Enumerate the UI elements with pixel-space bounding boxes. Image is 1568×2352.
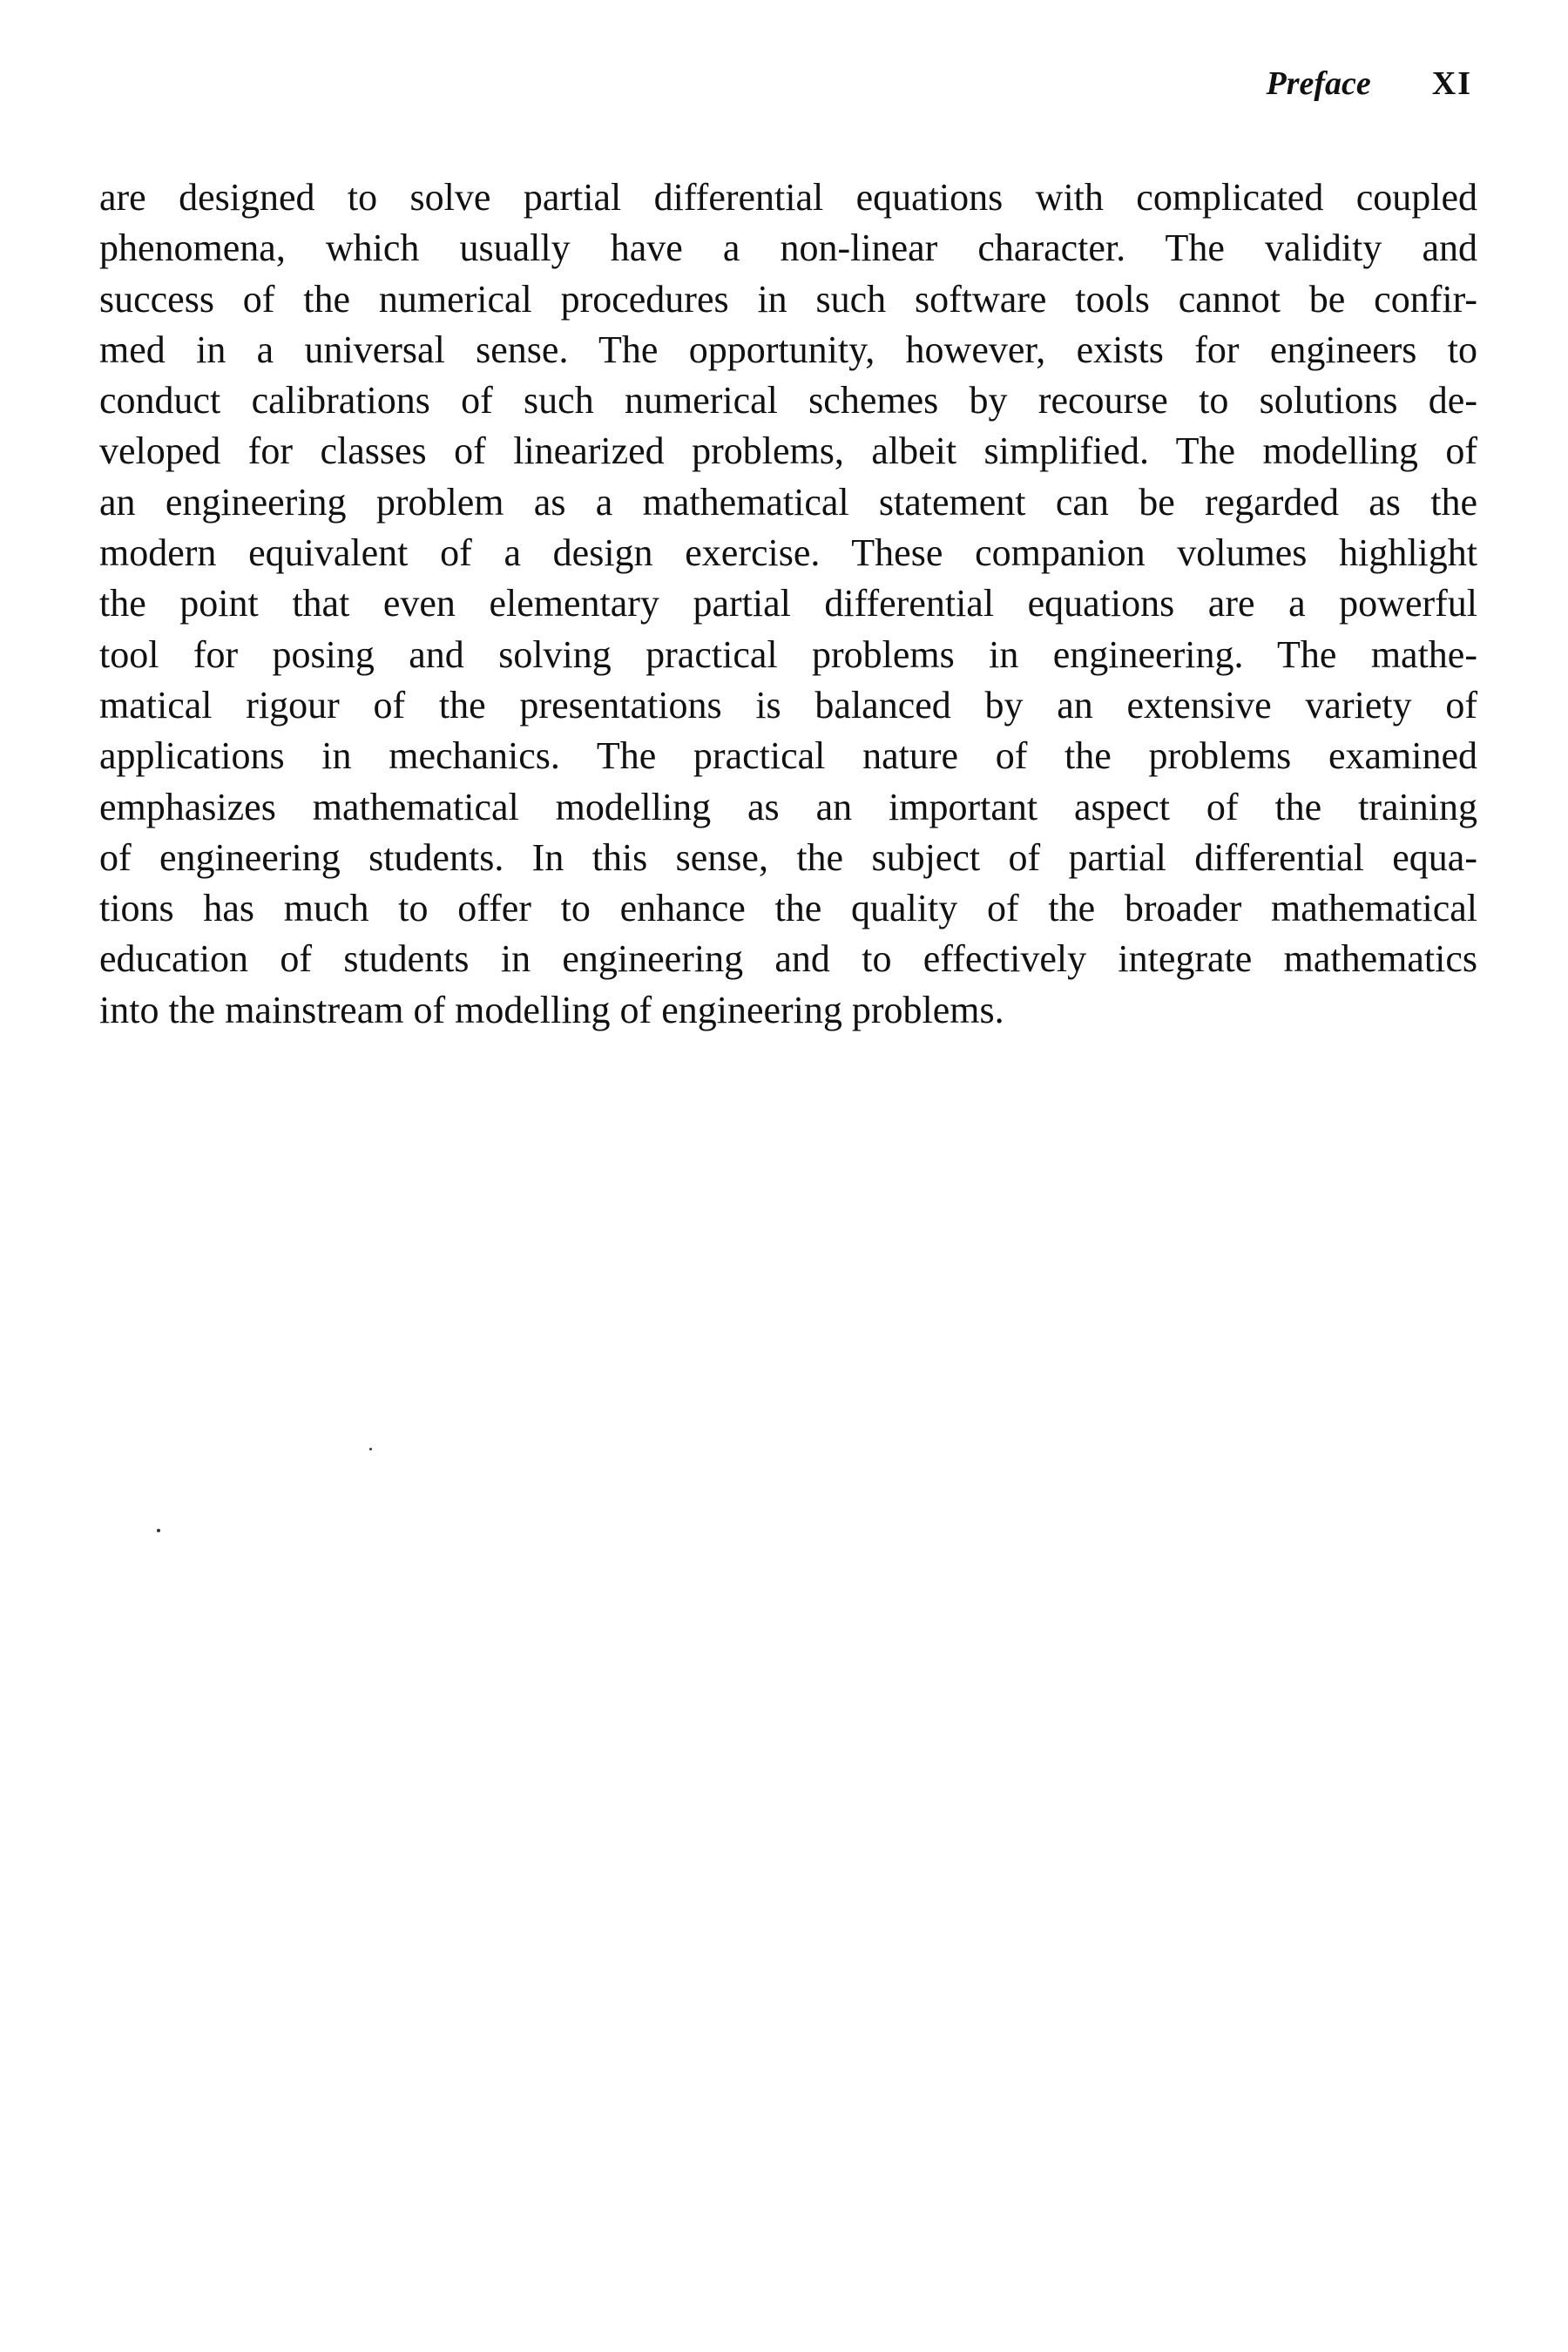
page-number: XI <box>1431 65 1472 102</box>
text-line: the point that even elementary partial differential equations are a powerful <box>99 582 1477 625</box>
text-line: tions has much to offer to enhance the quality of the broader mathematical <box>99 887 1477 930</box>
text-line: med in a universal sense. The opportunity, however, exists for engineers to <box>99 328 1477 371</box>
text-line: tool for posing and solving practical problems in engineering. The mathe- <box>99 632 1477 676</box>
text-line: education of students in engineering and to effectively integrate mathematics <box>99 937 1477 981</box>
text-line: veloped for classes of linearized problems, albeit simplified. The modelling of <box>99 429 1477 473</box>
running-title: Preface <box>1266 65 1371 102</box>
text-line: applications in mechanics. The practical nature of the problems examined <box>99 734 1477 778</box>
running-head <box>1267 64 1473 103</box>
text-line: conduct calibrations of such numerical schemes by recourse to solutions de- <box>99 379 1477 422</box>
text-line: matical rigour of the presentations is balanced by an extensive variety of <box>99 683 1477 727</box>
scan-speck <box>369 1448 372 1450</box>
text-line: of engineering students. In this sense, the subject of partial differential equa- <box>99 835 1477 879</box>
text-line: an engineering problem as a mathematical statement can be regarded as the <box>99 480 1477 524</box>
text-line: modern equivalent of a design exercise. These companion volumes highlight <box>99 531 1477 575</box>
text-line: emphasizes mathematical modelling as an important aspect of the training <box>99 785 1477 828</box>
text-line-last: into the mainstream of modelling of engineering problems. <box>99 988 1004 1031</box>
scan-speck <box>157 1529 160 1532</box>
body-paragraph <box>99 172 1477 1036</box>
text-line: phenomena, which usually have a non-linear character. The validity and <box>99 226 1477 270</box>
text-line: success of the numerical procedures in such software tools cannot be confir- <box>99 277 1477 321</box>
text-line: are designed to solve partial differential equations with complicated coupled <box>99 176 1477 219</box>
